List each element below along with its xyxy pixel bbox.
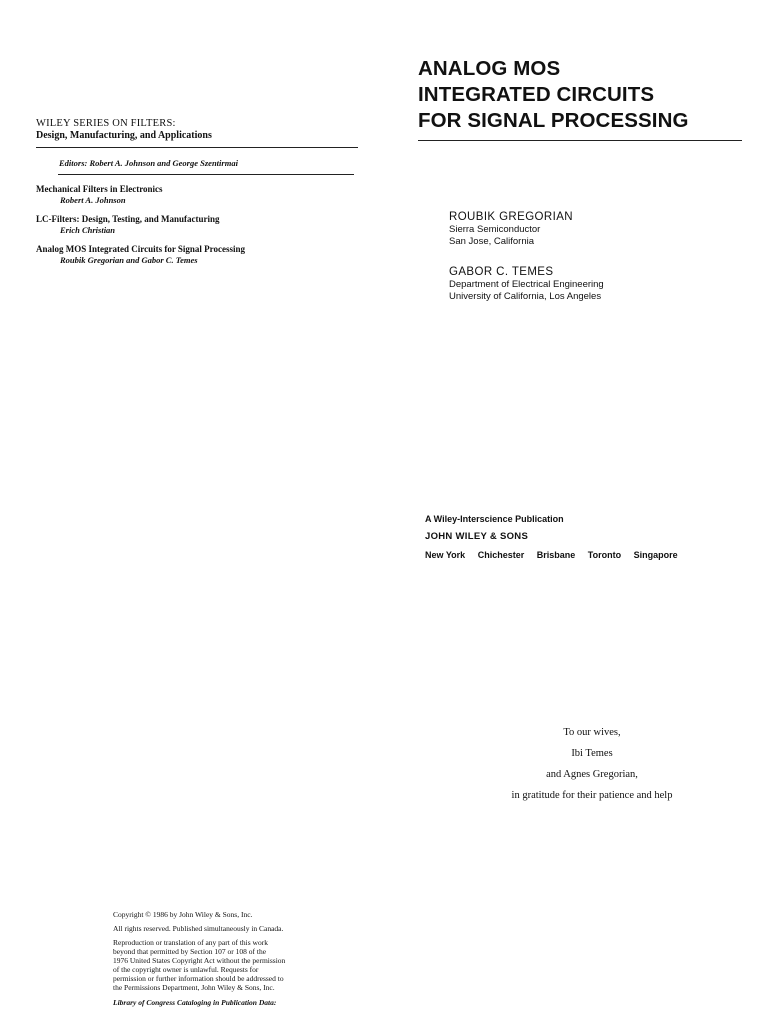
editors-divider	[58, 174, 354, 175]
series-book	[36, 244, 366, 265]
reproduction-line: permission or further information should be addressed to	[113, 974, 284, 983]
dedication-line: in gratitude for their patience and help	[511, 790, 673, 801]
book-title: Mechanical Filters in Electronics	[36, 184, 163, 194]
reproduction-line: the Permissions Department, John Wiley & Sons, Inc.	[113, 983, 275, 992]
author-affiliation: San Jose, California	[449, 236, 535, 247]
dedication	[496, 722, 688, 806]
city: Brisbane	[536, 550, 576, 560]
rights-notice: All rights reserved. Published simultaneously in Canada.	[113, 924, 284, 933]
book-author: Roubik Gregorian and Gabor C. Temes	[60, 255, 198, 265]
city: Chichester	[477, 550, 525, 560]
series-book	[36, 184, 366, 205]
publisher-cities	[425, 550, 688, 560]
title-line: FOR SIGNAL PROCESSING	[418, 109, 689, 132]
series-subtitle: Design, Manufacturing, and Applications	[36, 130, 212, 141]
copyright-notice: Copyright © 1986 by John Wiley & Sons, Inc.	[113, 910, 253, 919]
title-line: ANALOG MOS	[418, 57, 561, 80]
city: Singapore	[633, 550, 678, 560]
reproduction-line: of the copyright owner is unlawful. Requests for	[113, 965, 259, 974]
book-title-heading	[418, 56, 748, 134]
series-title: WILEY SERIES ON FILTERS:	[36, 118, 176, 129]
title-divider	[418, 140, 742, 141]
title-line: INTEGRATED CIRCUITS	[418, 83, 655, 106]
book-title: Analog MOS Integrated Circuits for Signal Processing	[36, 244, 245, 254]
series-book	[36, 214, 366, 235]
dedication-line: and Agnes Gregorian,	[546, 769, 638, 780]
dedication-line: To our wives,	[563, 727, 621, 738]
library-of-congress-line: Library of Congress Cataloging in Publication Data:	[113, 998, 277, 1007]
author-affiliation: Sierra Semiconductor	[449, 224, 541, 235]
author-entry	[449, 210, 573, 248]
book-author: Erich Christian	[60, 225, 116, 235]
author-affiliation: Department of Electrical Engineering	[449, 279, 604, 290]
author-affiliation: University of California, Los Angeles	[449, 291, 602, 302]
copyright-block	[113, 910, 323, 1007]
series-book-list	[36, 184, 366, 265]
dedication-line: Ibi Temes	[571, 748, 613, 759]
author-entry	[449, 265, 604, 303]
author-name: GABOR C. TEMES	[449, 266, 554, 278]
imprint-line: A Wiley-Interscience Publication	[425, 514, 564, 524]
city: Toronto	[587, 550, 622, 560]
publisher-block	[425, 514, 688, 560]
city: New York	[425, 550, 466, 560]
author-name: ROUBIK GREGORIAN	[449, 211, 573, 223]
reproduction-line: beyond that permitted by Section 107 or 108 of the	[113, 947, 267, 956]
publisher-name: JOHN WILEY & SONS	[425, 531, 529, 542]
book-author: Robert A. Johnson	[60, 195, 126, 205]
series-block	[36, 118, 366, 274]
book-title: LC-Filters: Design, Testing, and Manufacturing	[36, 214, 220, 224]
series-divider	[36, 147, 358, 148]
series-editors: Editors: Robert A. Johnson and George Szentirmai	[59, 158, 238, 168]
reproduction-line: 1976 United States Copyright Act without the permission	[113, 956, 286, 965]
reproduction-line: Reproduction or translation of any part of this work	[113, 938, 268, 947]
